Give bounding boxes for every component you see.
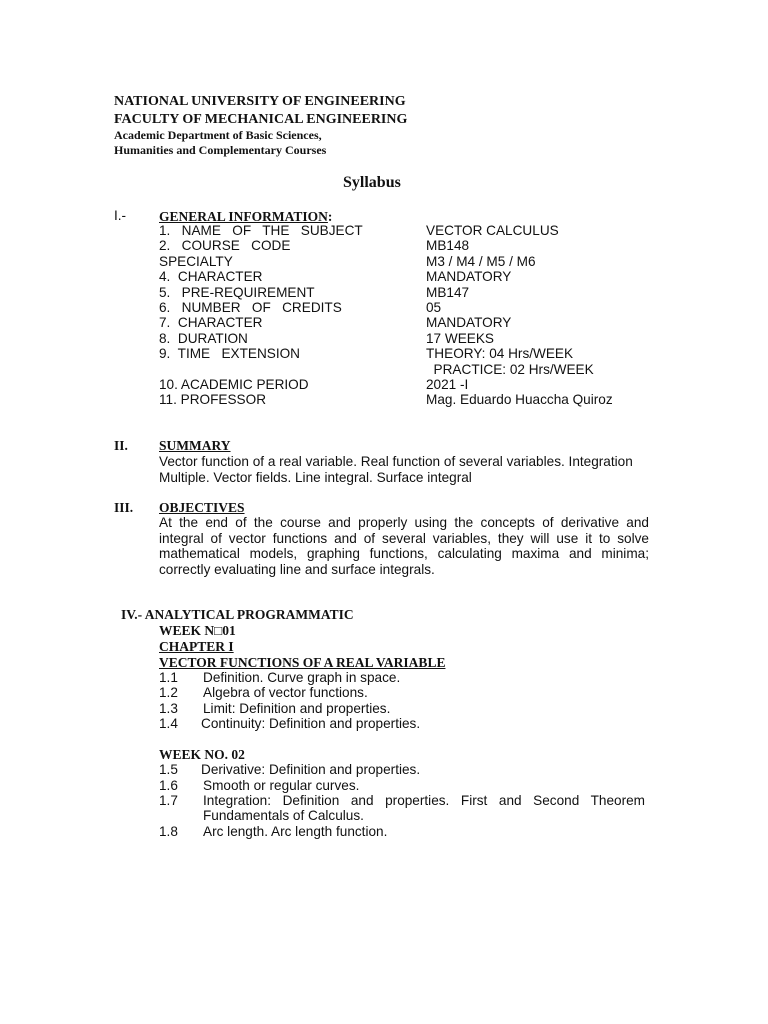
topic-number: 1.1 [159,670,178,685]
info-label: SPECIALTY [159,254,233,269]
chapter-label: CHAPTER I [159,639,234,654]
topic-text: Definition. Curve graph in space. [203,670,401,685]
info-label: 10. ACADEMIC PERIOD [159,377,309,392]
info-value: MB148 [426,238,470,253]
info-label: 4. CHARACTER [159,269,263,284]
topic-text: Algebra of vector functions. [203,685,368,700]
section-3-number: III. [114,500,134,515]
topic-number: 1.3 [159,701,178,716]
week-1-label: WEEK N□01 [159,623,236,638]
section-1-heading: GENERAL INFORMATION: [159,209,333,224]
info-label: 6. NUMBER OF CREDITS [159,300,342,315]
topic-number: 1.5 [159,762,178,777]
topic-text: Fundamentals of Calculus. [203,808,364,823]
topic-text: Arc length. Arc length function. [203,824,388,839]
department-name-cont: Humanities and Complementary Courses [114,143,327,157]
objectives-line-3: mathematical models, graphing functions, calculating maxima and minima; [159,546,649,561]
objectives-line-1: At the end of the course and properly using the concepts of derivative and [159,515,649,530]
topic-text: Integration: Definition and properties. First and Second Theorem [203,793,645,808]
topic-number: 1.8 [159,824,178,839]
info-label: 2. COURSE CODE [159,238,291,253]
chapter-title: VECTOR FUNCTIONS OF A REAL VARIABLE [159,655,446,670]
info-value: MANDATORY [426,269,512,284]
info-value: 05 [426,300,442,315]
topic-number: 1.2 [159,685,178,700]
info-value: 17 WEEKS [426,331,494,346]
info-label: 5. PRE-REQUIREMENT [159,285,315,300]
summary-line-2: Multiple. Vector fields. Line integral. Surface integral [159,470,472,485]
info-label: 7. CHARACTER [159,315,263,330]
info-value: THEORY: 04 Hrs/WEEK [426,346,574,361]
info-value: VECTOR CALCULUS [426,223,559,238]
topic-number: 1.6 [159,778,178,793]
objectives-line-2: integral of vector functions and of several variables, they will use it to solve [159,531,649,546]
document-title: Syllabus [343,174,401,191]
topic-text: Derivative: Definition and properties. [201,762,421,777]
info-label: 9. TIME EXTENSION [159,346,301,361]
info-value: MB147 [426,285,470,300]
faculty-name: FACULTY OF MECHANICAL ENGINEERING [114,112,408,127]
section-1-number: I.- [114,208,127,223]
topic-number: 1.4 [159,716,178,731]
info-label: 11. PROFESSOR [159,392,267,407]
objectives-line-4: correctly evaluating line and surface integrals. [159,562,435,577]
topic-text: Smooth or regular curves. [203,778,360,793]
topic-number: 1.7 [159,793,178,808]
department-name: Academic Department of Basic Sciences, [114,128,322,142]
university-name: NATIONAL UNIVERSITY OF ENGINEERING [114,94,406,109]
info-value: 2021 -I [426,377,469,392]
section-2-heading: SUMMARY [159,438,231,453]
section-4-heading: IV.- ANALYTICAL PROGRAMMATIC [121,607,354,622]
info-label: 1. NAME OF THE SUBJECT [159,223,363,238]
topic-text: Continuity: Definition and properties. [201,716,421,731]
info-label: 8. DURATION [159,331,248,346]
info-value: MANDATORY [426,315,512,330]
info-value: Mag. Eduardo Huaccha Quiroz [426,392,613,407]
section-2-number: II. [114,438,128,453]
summary-line-1: Vector function of a real variable. Real function of several variables. Integration [159,454,633,469]
topic-text: Limit: Definition and properties. [203,701,391,716]
info-value: M3 / M4 / M5 / M6 [426,254,536,269]
info-value: PRACTICE: 02 Hrs/WEEK [426,362,594,377]
week-2-label: WEEK NO. 02 [159,747,245,762]
section-3-heading: OBJECTIVES [159,500,245,515]
